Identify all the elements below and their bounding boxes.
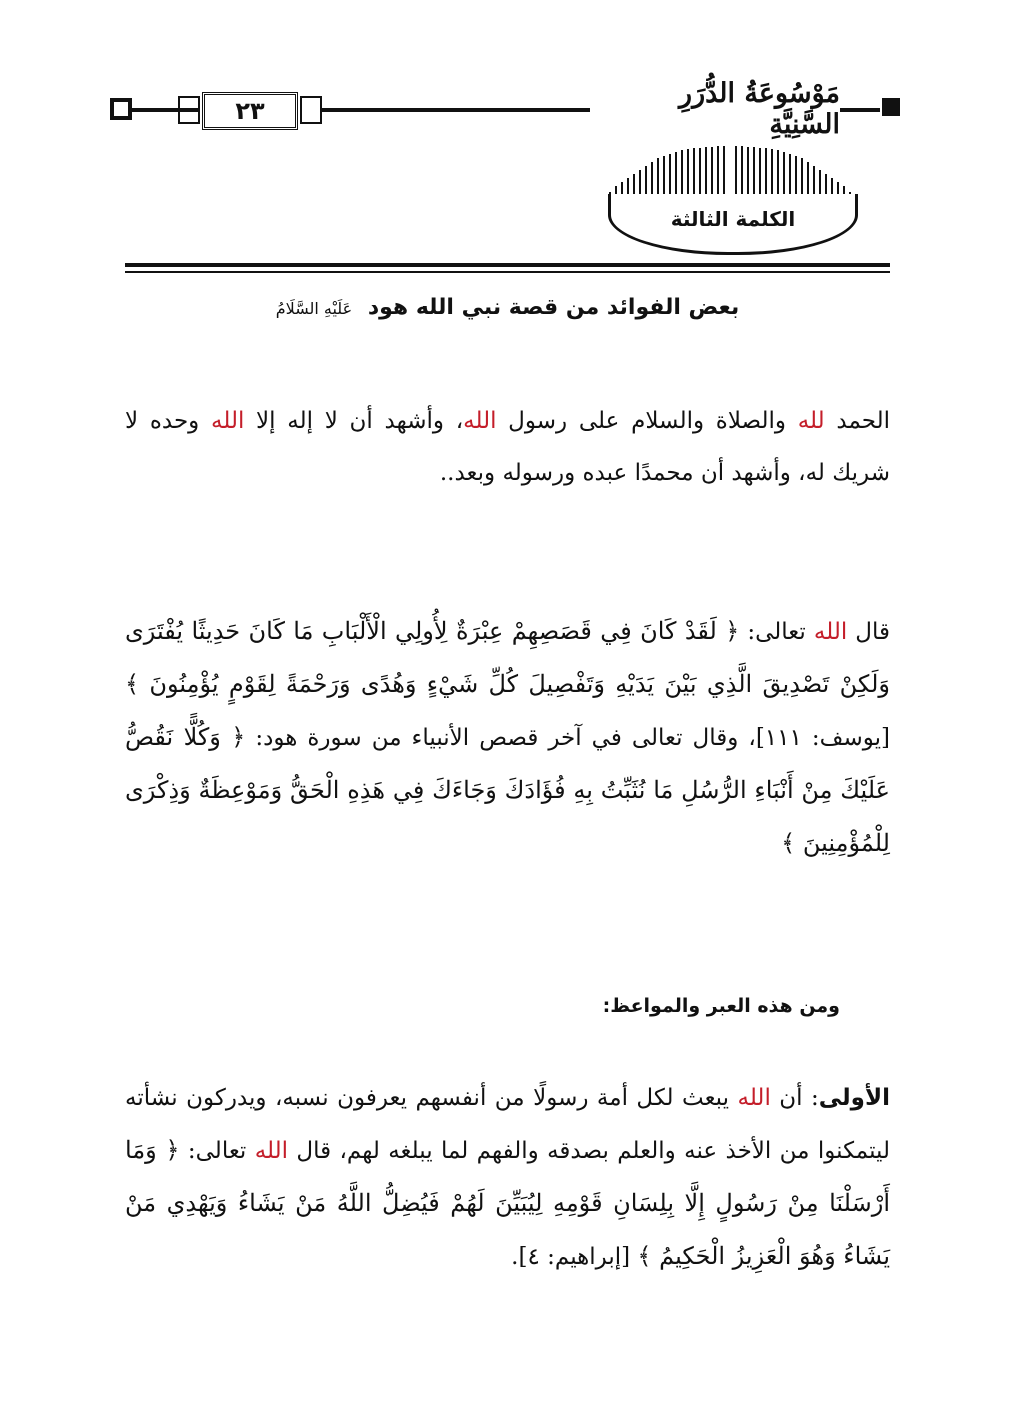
frame-ornament-right <box>300 96 322 124</box>
intro-text-3: ، وأشهد أن لا إله إلا <box>244 408 464 434</box>
quran-verse-yusuf: ﴿ لَقَدْ كَانَ فِي قَصَصِهِمْ عِبْرَةٌ لِأُولِي الْأَلْبَابِ مَا كَانَ حَدِيثًا يُفْتَرَى وَلَكِنْ تَصْدِيقَ الَّذِي بَيْنَ يَدَيْهِ وَتَفْصِيلَ كُلِّ شَيْءٍ وَهُدًى وَرَحْمَةً لِقَوْمٍ يُؤْمِنُونَ ﴾ <box>125 617 890 698</box>
point-text-1: : أن <box>770 1085 819 1111</box>
solid-square-ornament <box>882 98 900 116</box>
section-badge-frame <box>608 194 858 255</box>
intro-text-2: والصلاة والسلام على رسول <box>496 408 798 434</box>
page-header <box>110 80 900 260</box>
intro-text-4: وحده لا شريك له، وأشهد أن محمدًا عبده ورسوله وبعد.. <box>125 408 890 486</box>
header-line-middle <box>322 108 590 112</box>
point-text-2: يبعث لكل أمة رسولًا من أنفسهم يعرفون نسبه، ويدركون نشأته ليتمكنوا من الأخذ عنه والعلم بصدقه والفهم لما يبلغه لهم، قال <box>125 1085 890 1164</box>
verse-reference: [إبراهيم: ٤]. <box>511 1244 638 1270</box>
point-text-3: تعالى: <box>179 1138 255 1164</box>
quote-paragraph <box>125 605 890 870</box>
point-label: الأولى <box>818 1085 890 1111</box>
divine-name: الله <box>737 1085 771 1111</box>
header-line-right <box>840 108 880 112</box>
quote-lead-1: قال <box>847 619 890 645</box>
section-label: الكلمة الثالثة <box>670 207 796 231</box>
divine-name: لله <box>797 408 825 434</box>
frame-ornament-left <box>178 96 200 124</box>
quote-mid-text: وقال تعالى في آخر قصص الأنبياء من سورة هود: <box>245 725 739 751</box>
hollow-square-ornament <box>110 98 132 120</box>
page-number: ٢٣ <box>202 92 298 130</box>
header-rule-thin <box>125 271 890 273</box>
divine-name: الله <box>813 619 848 645</box>
quote-lead-2: تعالى: <box>739 619 814 645</box>
first-point-paragraph <box>125 1072 890 1283</box>
verse-reference: [يوسف: ١١١]، <box>738 725 890 751</box>
article-title <box>125 295 890 320</box>
section-badge <box>600 146 860 256</box>
quran-verse-hud: ﴿ وَكُلًّا نَقُصُّ عَلَيْكَ مِنْ أَنْبَاءِ الرُّسُلِ مَا نُثَبِّتُ بِهِ فُؤَادَكَ وَجَاءَكَ فِي هَذِهِ الْحَقُّ وَمَوْعِظَةٌ وَذِكْرَى لِلْمُؤْمِنِينَ ﴾ <box>125 723 890 857</box>
intro-paragraph <box>125 395 890 499</box>
series-logo: مَوْسُوعَةُ الدُّرَرِ السَّنِيَّةِ <box>679 78 840 140</box>
divine-name: الله <box>254 1138 289 1164</box>
intro-text-1: الحمد <box>824 408 890 434</box>
article-title-text: بعض الفوائد من قصة نبي الله هود <box>367 295 740 320</box>
divine-name: الله <box>463 408 497 434</box>
header-rule-thick <box>125 263 890 267</box>
divine-name: الله <box>211 408 245 434</box>
subheading: ومن هذه العبر والمواعظ: <box>602 995 840 1017</box>
quran-verse-ibrahim: ﴿ وَمَا أَرْسَلْنَا مِنْ رَسُولٍ إِلَّا بِلِسَانِ قَوْمِهِ لِيُبَيِّنَ لَهُمْ فَيُضِلُّ اللَّهُ مَنْ يَشَاءُ وَيَهْدِي مَنْ يَشَاءُ وَهُوَ الْعَزِيزُ الْحَكِيمُ ﴾ <box>125 1136 890 1270</box>
blessing-glyph: عَلَيْهِ السَّلَامُ <box>275 299 353 318</box>
